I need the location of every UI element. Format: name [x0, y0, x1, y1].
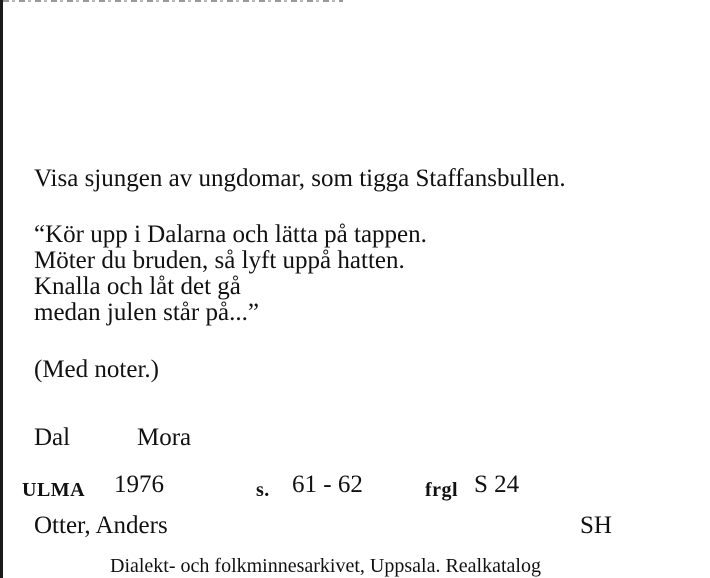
verse-line-4: medan julen står på...” — [34, 299, 259, 326]
card-left-edge — [0, 0, 3, 578]
frgl-value: S 24 — [474, 471, 520, 498]
footer-text: Dialekt- och folkminnesarkivet, Uppsala. Realkatalog — [110, 555, 541, 577]
note-text: (Med noter.) — [34, 356, 159, 383]
initials: SH — [580, 512, 612, 539]
parish: Mora — [137, 424, 192, 451]
archive-label: ULMA — [22, 479, 86, 501]
pages-label: s. — [256, 479, 270, 501]
description-line: Visa sjungen av ungdomar, som tigga Staffansbullen. — [34, 165, 566, 192]
verse-line-3: Knalla och låt det gå — [34, 273, 241, 300]
collector-name: Otter, Anders — [34, 512, 168, 539]
year: 1976 — [114, 471, 164, 498]
pages: 61 - 62 — [292, 471, 363, 498]
verse-line-1: “Kör upp i Dalarna och lätta på tappen. — [34, 221, 427, 248]
province: Dal — [34, 424, 71, 451]
frgl-label: frgl — [425, 479, 459, 501]
scan-artifact — [3, 0, 343, 2]
verse-line-2: Möter du bruden, så lyft uppå hatten. — [34, 247, 405, 274]
